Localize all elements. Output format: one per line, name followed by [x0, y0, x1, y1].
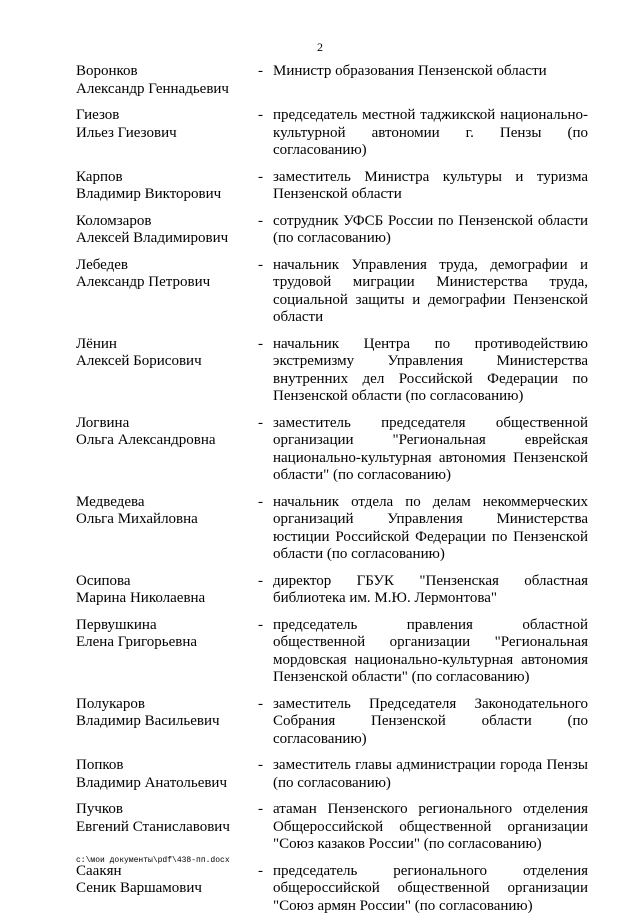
- member-given-names: Александр Петрович: [76, 274, 211, 290]
- member-surname: Первушкина: [76, 616, 157, 633]
- separator-dash: -: [258, 335, 263, 352]
- member-name: [76, 415, 258, 485]
- member-row: [76, 494, 588, 564]
- member-row: [76, 415, 588, 485]
- member-row: [76, 801, 588, 854]
- member-given-names: Марина Николаевна: [76, 590, 206, 606]
- member-row: [76, 696, 588, 749]
- member-surname: Коломзаров: [76, 212, 152, 229]
- separator-dash: -: [258, 695, 263, 712]
- separator-dash: -: [258, 256, 263, 273]
- separator-dash: -: [258, 414, 263, 431]
- separator-dash: -: [258, 801, 263, 817]
- separator-dash: -: [258, 616, 263, 633]
- member-name: [76, 257, 258, 327]
- separator-dash: -: [258, 862, 263, 879]
- separator-dash: -: [258, 493, 263, 510]
- members-list: [76, 63, 588, 924]
- member-name: [76, 213, 258, 248]
- separator-dash: -: [258, 757, 263, 773]
- member-given-names: Владимир Анатольевич: [76, 774, 228, 791]
- member-surname: Гиезов: [76, 107, 120, 123]
- member-row: [76, 257, 588, 327]
- member-name: [76, 757, 258, 792]
- member-row: [76, 213, 588, 248]
- member-role: председатель местной таджикской национально-культурной автономии г. Пензы (по согласованию): [273, 107, 588, 158]
- member-role: председатель регионального отделения общероссийской общественной организации "Союз армян России" (по согласованию): [273, 862, 588, 914]
- member-surname: Пучков: [76, 801, 123, 817]
- member-row: [76, 169, 588, 204]
- member-row: [76, 573, 588, 608]
- member-given-names: Ольга Михайловна: [76, 511, 198, 527]
- member-given-names: Сеник Варшамович: [76, 880, 202, 896]
- member-role: начальник отдела по делам некоммерческих организаций Управления Министерства юстиции Российской Федерации по Пензенской области (по согласованию): [273, 493, 588, 562]
- member-name: [76, 169, 258, 204]
- member-role: начальник Центра по противодействию экстремизму Управления Министерства внутренних дел Российской Федерации по Пензенской области (по согласованию): [273, 335, 588, 404]
- member-name: [76, 696, 258, 749]
- member-surname: Карпов: [76, 168, 123, 185]
- member-role: председатель правления областной общественной организации "Региональная мордовская национально-культурная автономия Пензенской области" (по согласованию): [273, 616, 588, 685]
- member-role: атаман Пензенского регионального отделения Общероссийской общественной организации "Союз казаков России" (по согласованию): [273, 801, 588, 852]
- member-name: [76, 617, 258, 687]
- member-name: [76, 107, 258, 160]
- member-role: заместитель Министра культуры и туризма Пензенской области: [273, 168, 588, 202]
- member-surname: Полукаров: [76, 695, 145, 712]
- member-given-names: Александр Геннадьевич: [76, 80, 229, 97]
- member-row: [76, 617, 588, 687]
- member-row: [76, 336, 588, 406]
- member-surname: Лёнин: [76, 335, 117, 352]
- footer-file-path: c:\мои документы\pdf\438-пп.docx: [76, 856, 230, 865]
- member-row: [76, 757, 588, 792]
- member-surname: Попков: [76, 757, 124, 773]
- member-role: начальник Управления труда, демографии и трудовой миграции Министерства труда, социальной защиты и демографии Пензенской области: [273, 256, 588, 325]
- member-row: [76, 107, 588, 160]
- separator-dash: -: [258, 168, 263, 185]
- member-given-names: Алексей Борисович: [76, 353, 202, 369]
- member-name: [76, 494, 258, 564]
- separator-dash: -: [258, 107, 263, 123]
- member-name: [76, 573, 258, 608]
- separator-dash: -: [258, 63, 263, 79]
- member-role: директор ГБУК "Пензенская областная библиотека им. М.Ю. Лермонтова": [273, 572, 588, 606]
- member-given-names: Владимир Викторович: [76, 186, 222, 202]
- member-role: сотрудник УФСБ России по Пензенской области (по согласованию): [273, 212, 588, 246]
- member-role: заместитель председателя общественной организации "Региональная еврейская национально-культурная автономия Пензенской области" (по согласованию): [273, 414, 588, 483]
- member-surname: Логвина: [76, 414, 130, 431]
- member-role: заместитель главы администрации города Пензы (по согласованию): [273, 757, 588, 791]
- separator-dash: -: [258, 572, 263, 589]
- separator-dash: -: [258, 212, 263, 229]
- member-name: [76, 336, 258, 406]
- member-surname: Медведева: [76, 493, 145, 510]
- member-given-names: Елена Григорьевна: [76, 634, 198, 650]
- member-given-names: Владимир Васильевич: [76, 713, 220, 729]
- member-role: заместитель Председателя Законодательного Собрания Пензенской области (по согласованию): [273, 695, 588, 747]
- member-row: [76, 863, 588, 916]
- member-surname: Лебедев: [76, 256, 128, 273]
- member-name: [76, 63, 258, 98]
- member-surname: Воронков: [76, 63, 138, 79]
- member-name: [76, 801, 258, 854]
- member-given-names: Ильез Гиезович: [76, 124, 177, 141]
- member-given-names: Алексей Владимирович: [76, 230, 229, 246]
- member-surname: Саакян: [76, 862, 122, 879]
- page-number: 2: [317, 40, 323, 54]
- member-row: [76, 63, 588, 98]
- member-surname: Осипова: [76, 572, 131, 589]
- member-role: Министр образования Пензенской области: [273, 63, 547, 79]
- member-given-names: Евгений Станиславович: [76, 818, 230, 835]
- member-name: [76, 863, 258, 916]
- member-given-names: Ольга Александровна: [76, 432, 216, 448]
